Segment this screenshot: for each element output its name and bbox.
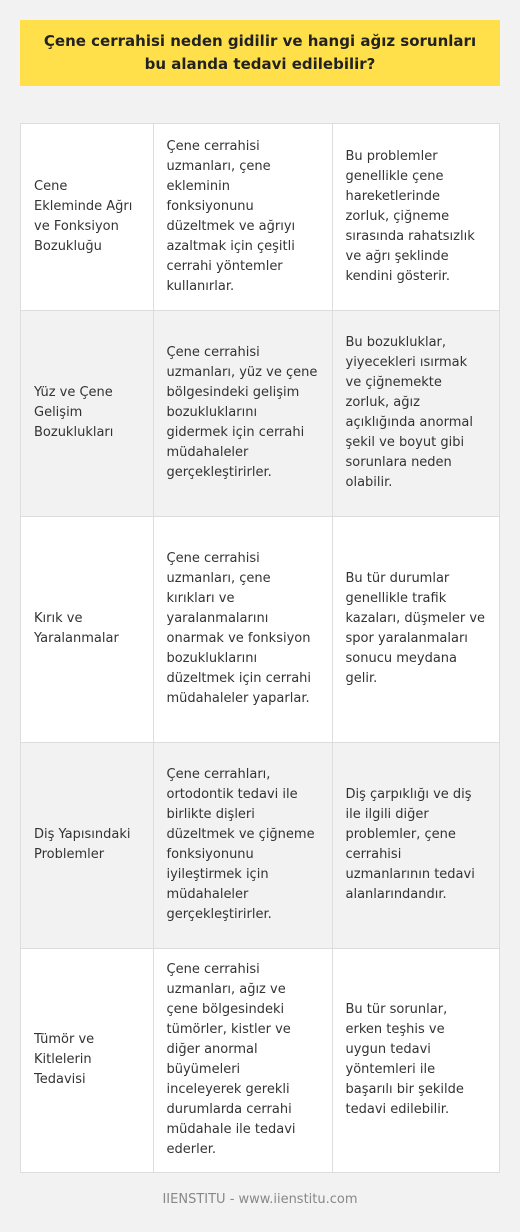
detail-cell: Bu problemler genellikle çene hareketlerinde zorluk, çiğneme sırasında rahatsızlık ve ağrı şeklinde kendini gösterir. — [332, 124, 499, 310]
treatment-cell: Çene cerrahisi uzmanları, çene ekleminin fonksiyonunu düzeltmek ve ağrıyı azaltmak için çeşitli cerrahi yöntemler kullanırlar. — [153, 124, 332, 310]
info-table — [21, 124, 499, 1172]
table-row — [21, 516, 499, 742]
detail-cell: Bu tür durumlar genellikle trafik kazaları, düşmeler ve spor yaralanmaları sonucu meydana gelir. — [332, 516, 499, 742]
topic-cell: Diş Yapısındaki Problemler — [21, 742, 153, 948]
table-row — [21, 124, 499, 310]
topic-cell: Yüz ve Çene Gelişim Bozuklukları — [21, 310, 153, 516]
info-table-container — [20, 123, 500, 1173]
table-row — [21, 948, 499, 1172]
topic-cell: Tümör ve Kitlelerin Tedavisi — [21, 948, 153, 1172]
table-row — [21, 310, 499, 516]
topic-cell: Kırık ve Yaralanmalar — [21, 516, 153, 742]
footer-credit: IIENSTITU - www.iienstitu.com — [162, 1192, 358, 1207]
page-title: Çene cerrahisi neden gidilir ve hangi ağız sorunları bu alanda tedavi edilebilir? — [43, 32, 477, 73]
treatment-cell: Çene cerrahları, ortodontik tedavi ile birlikte dişleri düzeltmek ve çiğneme fonksiyonunu iyileştirmek için müdahaleler gerçekleştirirler. — [153, 742, 332, 948]
detail-cell: Bu tür sorunlar, erken teşhis ve uygun tedavi yöntemleri ile başarılı bir şekilde tedavi edilebilir. — [345, 1002, 464, 1118]
treatment-cell: Çene cerrahisi uzmanları, yüz ve çene bölgesindeki gelişim bozukluklarını gidermek için cerrahi müdahaleler gerçekleştirirler. — [153, 310, 332, 516]
title-banner — [20, 20, 500, 86]
treatment-cell: Çene cerrahisi uzmanları, çene kırıkları ve yaralanmalarını onarmak ve fonksiyon bozukluklarını düzeltmek için cerrahi müdahaleler yaparlar. — [153, 516, 332, 742]
topic-cell: Cene Ekleminde Ağrı ve Fonksiyon Bozukluğu — [21, 124, 153, 310]
detail-cell: Diş çarpıklığı ve diş ile ilgili diğer problemler, çene cerrahisi uzmanlarının tedavi alanlarındandır. — [332, 742, 499, 948]
table-row — [21, 742, 499, 948]
treatment-cell: Çene cerrahisi uzmanları, ağız ve çene bölgesindeki tümörler, kistler ve diğer anormal büyümeleri inceleyerek gerekli durumlarda cerrahi müdahale ile tedavi ederler. — [153, 948, 332, 1172]
detail-cell: Bu bozukluklar, yiyecekleri ısırmak ve çiğnemekte zorluk, ağız açıklığında anormal şekil ve boyut gibi sorunlara neden olabilir. — [332, 310, 499, 516]
